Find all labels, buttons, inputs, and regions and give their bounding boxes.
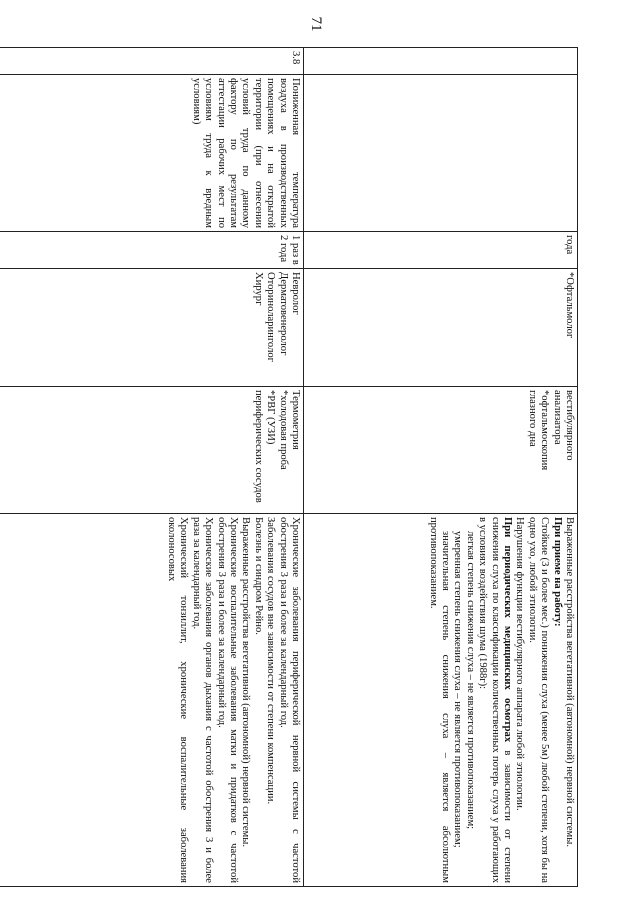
contra-item: Заболевания сосудов вне зависимости от степени компенсации.: [265, 517, 277, 805]
cell-number: 3.8: [0, 48, 304, 75]
exam-item: *офтальмоскопия глазного дна: [526, 390, 551, 471]
cell-frequency: года: [304, 232, 578, 269]
exam-item: Термометрия: [290, 390, 301, 450]
contra-item-rest: в зависимости от степени снижения слуха по классификации количественных потерь слуха у работающих в условиях воздействия шума (1988г):: [477, 517, 513, 883]
doctor-item: *Офтальмолог: [564, 272, 575, 339]
contra-item: [476, 517, 513, 883]
exam-item: *РВГ (УЗИ) периферических сосудов: [252, 390, 277, 503]
doctor-item: Невролог: [290, 272, 301, 315]
cell-exams: [304, 387, 578, 514]
contra-item: Хронический тонзиллит, хронические воспалительные заболевания околоносовых: [165, 517, 190, 883]
rotated-table-container: [0, 47, 578, 887]
cell-contraindications: [0, 514, 304, 887]
exam-item: *холодовая проба: [277, 390, 289, 470]
contra-item: Хронические воспалительные заболевания матки и придатков с частотой обострения 3 раза и более за календарный год.: [215, 517, 239, 883]
doctor-item: Оториноларинголог: [265, 272, 277, 363]
contra-item: Болезнь и синдром Рейно.: [252, 517, 264, 635]
contra-item: умеренная степень снижения слуха – не является противопоказанием;: [452, 531, 464, 848]
contra-item: Хронические заболевания периферической нервной системы с частотой обострения 3 раза и более за календарный год.: [277, 517, 301, 883]
cell-frequency: 1 раз в 2 года: [0, 232, 304, 269]
medical-contraindications-table: [0, 47, 578, 887]
contra-item: Выраженные расстройства вегетативной (автономной) нервной системы.: [240, 517, 252, 848]
doctor-item: Дерматовенеролог: [277, 272, 289, 356]
doctor-item: Хирург: [252, 272, 264, 306]
cell-doctors: [304, 269, 578, 387]
contra-heading: При приеме на работу:: [551, 517, 563, 627]
contra-item: значительная степень снижения слуха – является абсолютным противопоказанием.: [427, 517, 451, 883]
contra-item: Хронические заболевания органов дыхания с частотой обострения 3 и более раза за календарный год.: [190, 517, 215, 883]
cell-factor: Пониженная температура воздуха в производственных помещениях и на открытой территории (при отнесении условий труда по данному фактору по результатам аттестации рабочих мест по условиям труда к вредным условиям): [0, 75, 304, 232]
contra-item: легкая степень снижения слуха – не является противопоказанием;: [464, 531, 476, 830]
exam-item: вестибулярного анализатора: [551, 390, 575, 461]
cell-factor: [304, 75, 578, 232]
cell-exams: [0, 387, 304, 514]
contra-item: Нарушения функции вестибулярного аппарата любой этиологии.: [514, 517, 526, 811]
cell-number: [304, 48, 578, 75]
table-row: [304, 48, 578, 887]
table-row: [0, 48, 304, 887]
cell-contraindications: [304, 514, 578, 887]
contra-item: Выраженные расстройства вегетативной (автономной) нервной системы.: [564, 517, 575, 848]
contra-item: Стойкие (3 и более мес.) понижения слуха (менее 5м) любой степени, хотя бы на одно ухо, любой этиологии.: [526, 517, 551, 883]
page-number: 71: [308, 16, 325, 32]
contra-bold-lead: При периодических медицинских осмотрах: [501, 517, 513, 743]
cell-doctors: [0, 269, 304, 387]
